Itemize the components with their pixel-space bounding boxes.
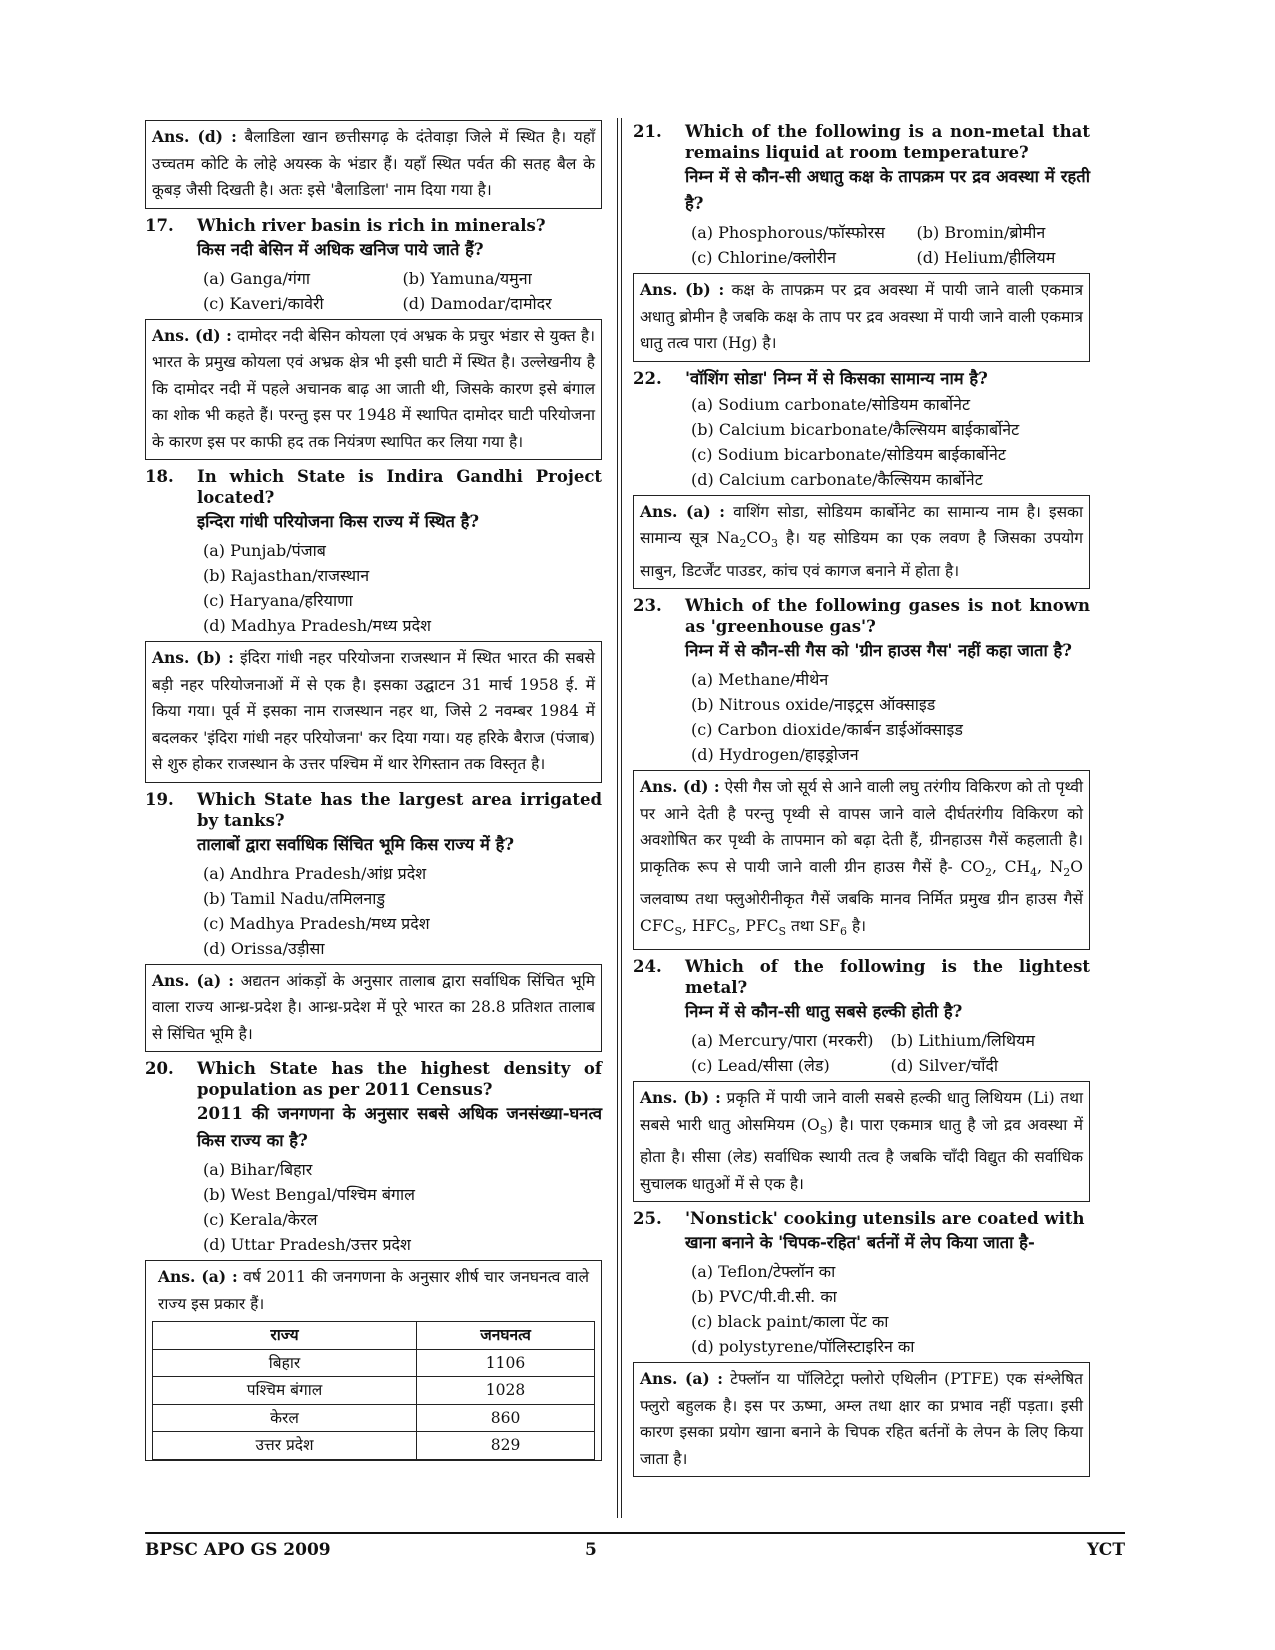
density-table (152, 1321, 595, 1460)
option-b: (b) Rajasthan/राजस्थान (203, 566, 370, 585)
question-22 (633, 368, 1090, 389)
footer-publisher: YCT (1086, 1540, 1125, 1560)
table-cell: 1106 (417, 1349, 595, 1377)
options-17 (203, 266, 602, 316)
option-a: (a) Andhra Pradesh/आंध्र प्रदेश (203, 863, 427, 883)
answer-text: इंदिरा गांधी नहर परियोजना राजस्थान में स्थित भारत की सबसे बड़ी नहर परियोजनाओं में से एक है। इसका उद्घाटन 31 मार्च 1958 ई. में किया गया। पूर्व में इसका नाम राजस्थान नहर था, जिसे 2 नवम्बर 1984 में बदलकर 'इंदिरा गांधी नहर परियोजना' कर दिया गया। यह हरिके बैराज (पंजाब) से शुरु होकर राजस्थान के उत्तर पश्चिम में थार रेगिस्तान तक विस्तृत है। (152, 649, 595, 773)
option-b: (b) PVC/पी.वी.सी. का (691, 1287, 837, 1307)
answer-box-16 (145, 120, 602, 209)
question-number: 17. (145, 215, 174, 235)
question-number: 21. (633, 122, 662, 141)
question-17 (145, 215, 602, 263)
question-text-en: In which State is Indira Gandhi Project located? (197, 467, 602, 507)
column-divider (621, 118, 622, 1518)
answer-text: वर्ष 2011 की जनगणना के अनुसार शीर्ष चार जनघनत्व वाले राज्य इस प्रकार हैं। (158, 1268, 589, 1313)
footer-rule (145, 1532, 1125, 1534)
question-text-en: Which river basin is rich in minerals? (197, 215, 546, 235)
answer-label: Ans. (a) : (640, 1369, 724, 1389)
page-number: 5 (585, 1540, 597, 1560)
answer-label: Ans. (a) : (158, 1267, 238, 1286)
answer-label: Ans. (b) : (152, 648, 234, 667)
option-a: (a) Ganga/गंगा (203, 268, 311, 288)
question-21 (633, 121, 1090, 217)
question-18 (145, 466, 602, 535)
option-d: (d) Calcium carbonate/कैल्सियम कार्बोनेट (691, 469, 983, 489)
question-number: 23. (633, 596, 662, 616)
option-a: (a) Sodium carbonate/सोडियम कार्बोनेट (691, 394, 971, 414)
question-20 (145, 1058, 602, 1154)
question-number: 20. (145, 1059, 174, 1078)
question-text-en: Which of the following is the lightest metal? (685, 957, 1090, 998)
question-text-hi: खाना बनाने के 'चिपक-रहित' बर्तनों में लेप किया जाता है- (685, 1233, 1035, 1253)
option-a: (a) Bihar/बिहार (203, 1160, 313, 1179)
question-text-hi: निम्न में से कौन-सी गैस को 'ग्रीन हाउस गैस' नहीं कहा जाता है? (685, 641, 1072, 661)
option-b: (b) West Bengal/पश्चिम बंगाल (203, 1185, 415, 1204)
option-b: (b) Bromin/ब्रोमीन (916, 223, 1046, 242)
table-cell: केरल (153, 1404, 417, 1432)
answer-label: Ans. (a) : (640, 501, 725, 521)
answer-box-18 (145, 641, 602, 783)
answer-text: प्रकृति में पायी जाने वाली सबसे हल्की धातु लिथियम (Li) तथा सबसे भारी धातु ओसमियम $(O_S)$ है। पारा एकमात्र धातु है जो द्रव अवस्था में होता है। सीसा (लेड) सर्वाधिक स्थायी तत्व है जबकि चाँदी विद्युत की सर्वाधिक सुचालक धातुओं में से एक है। (640, 1089, 1084, 1193)
answer-label: Ans. (d) : (152, 325, 232, 345)
option-d: (d) Silver/चाँदी (890, 1056, 998, 1076)
table-cell: पश्चिम बंगाल (153, 1377, 417, 1405)
answer-text: वाशिंग सोडा, सोडियम कार्बोनेट का सामान्य नाम है। इसका सामान्य सूत्र $Na_2CO_3$ है। यह सोडियम का एक लवण है जिसका उपयोग साबुन, डिटर्जेंट पाउडर, कांच एवं कागज बनाने में होता है। (640, 502, 1083, 580)
answer-text: बैलाडिला खान छत्तीसगढ़ के दंतेवाड़ा जिले में स्थित है। यहाँ उच्चतम कोटि के लोहे अयस्क के भंडार हैं। यहाँ स्थित पर्वत की सतह बैल के कूबड़ जैसी दिखती है। अतः इसे 'बैलाडिला' नाम दिया गया है। (152, 128, 595, 199)
answer-label: Ans. (b) : (640, 280, 725, 299)
answer-box-19 (145, 964, 602, 1053)
answer-box-23 (633, 770, 1090, 950)
option-a: (a) Mercury/पारा (मरकरी) (691, 1031, 874, 1051)
question-text-hi: निम्न में से कौन-सी धातु सबसे हल्की होती है? (685, 1002, 963, 1022)
question-24 (633, 956, 1090, 1025)
question-text-hi: इन्दिरा गांधी परियोजना किस राज्य में स्थित है? (197, 512, 480, 531)
option-c: (c) Chlorine/क्लोरीन (691, 248, 837, 267)
options-19 (203, 861, 602, 961)
option-c: (c) Kaveri/कावेरी (203, 293, 324, 313)
option-c: (c) black paint/काला पेंट का (691, 1312, 889, 1332)
option-a: (a) Teflon/टेफ्लॉन का (691, 1262, 836, 1282)
answer-box-25 (633, 1362, 1090, 1477)
table-cell: 1028 (417, 1377, 595, 1405)
table-cell: उत्तर प्रदेश (153, 1432, 417, 1460)
question-25 (633, 1208, 1090, 1256)
option-d: (d) Madhya Pradesh/मध्य प्रदेश (203, 616, 431, 635)
question-23 (633, 595, 1090, 664)
question-text-hi: निम्न में से कौन-सी अधातु कक्ष के तापक्रम पर द्रव अवस्था में रहती है? (685, 167, 1090, 213)
question-page (145, 118, 1125, 1530)
question-number: 24. (633, 957, 662, 977)
answer-text: अद्यतन आंकड़ों के अनुसार तालाब द्वारा सर्वाधिक सिंचित भूमि वाला राज्य आन्ध्र-प्रदेश है। आन्ध्र-प्रदेश में पूरे भारत का 28.8 प्रतिशत तालाब से सिंचित भूमि है। (152, 971, 595, 1043)
option-a: (a) Methane/मीथेन (691, 670, 829, 690)
answer-box-17 (145, 319, 602, 461)
answer-text: दामोदर नदी बेसिन कोयला एवं अभ्रक के प्रचुर भंडार से युक्त है। भारत के प्रमुख कोयला एवं अभ्रक क्षेत्र भी इसी घाटी में स्थित है। उल्लेखनीय है कि दामोदर नदी में पहले अचानक बाढ़ आ जाती थी, जिसके कारण इसे बंगाल का शोक भी कहते हैं। परन्तु इस पर 1948 में स्थापित दामोदर घाटी परियोजना के कारण इस पर काफी हद तक नियंत्रण स्थापित कर लिया गया है। (152, 326, 595, 451)
question-text-en: 'Nonstick' cooking utensils are coated with (685, 1209, 1085, 1229)
left-column (145, 118, 602, 1467)
question-text-hi: 2011 की जनगणना के अनुसार सबसे अधिक जनसंख्या-घनत्व किस राज्य का है? (197, 1104, 602, 1150)
options-18 (203, 538, 602, 638)
answer-box-21 (633, 273, 1090, 362)
option-c: (c) Haryana/हरियाणा (203, 591, 353, 610)
question-text-hi: तालाबों द्वारा सर्वाधिक सिंचित भूमि किस राज्य में है? (197, 834, 515, 854)
options-25 (691, 1259, 1090, 1359)
options-24 (691, 1028, 1090, 1078)
table-header-row (153, 1322, 595, 1350)
answer-label: Ans. (a) : (152, 970, 234, 990)
table-cell: 860 (417, 1404, 595, 1432)
answer-text: कक्ष के तापक्रम पर द्रव अवस्था में पायी जाने वाली एकमात्र अधातु ब्रोमीन है जबकि कक्ष के ताप पर द्रव अवस्था में पायी जाने वाली एकमात्र धातु तत्व पारा (Hg) है। (640, 281, 1084, 352)
option-d: (d) Helium/हीलियम (916, 248, 1056, 267)
answer-text: टेफ्लॉन या पॉलिटेट्रा फ्लोरो एथिलीन (PTFE) एक संश्लेषित फ्लुरो बहुलक है। इस पर ऊष्मा, अम्ल तथा क्षार का प्रभाव नहीं पड़ता। इसी कारण इसका प्रयोग खाना बनाने के चिपक रहित बर्तनों के लेपन के लिए किया जाता है। (640, 1370, 1083, 1468)
question-text-en: Which of the following gases is not known as 'greenhouse gas'? (685, 596, 1090, 637)
answer-box-24 (633, 1081, 1090, 1202)
option-b: (b) Tamil Nadu/तमिलनाडु (203, 888, 386, 908)
option-b: (b) Calcium bicarbonate/कैल्सियम बाईकार्बोनेट (691, 419, 1020, 439)
answer-label: Ans. (d) : (152, 127, 237, 146)
question-text: 'वॉशिंग सोडा' निम्न में से किसका सामान्य नाम है? (685, 368, 988, 388)
option-d: (d) polystyrene/पॉलिस्टाइरिन का (691, 1337, 915, 1357)
answer-label: Ans. (b) : (640, 1088, 721, 1108)
question-number: 25. (633, 1209, 662, 1229)
table-row (153, 1377, 595, 1405)
options-20 (203, 1157, 602, 1257)
table-header: जनघनत्व (417, 1322, 595, 1350)
question-number: 22. (633, 368, 662, 388)
question-text-hi: किस नदी बेसिन में अधिक खनिज पाये जाते हैं? (197, 239, 484, 259)
options-23 (691, 667, 1090, 767)
options-21 (691, 220, 1090, 270)
answer-label: Ans. (d) : (640, 777, 720, 797)
column-divider (617, 118, 618, 1518)
option-a: (a) Punjab/पंजाब (203, 541, 326, 560)
options-22 (691, 392, 1090, 492)
option-c: (c) Lead/सीसा (लेड) (691, 1056, 830, 1076)
table-header: राज्य (153, 1322, 417, 1350)
option-a: (a) Phosphorous/फॉस्फोरस (691, 223, 885, 242)
option-d: (d) Damodar/दामोदर (402, 293, 552, 313)
right-column (633, 118, 1090, 1483)
table-row (153, 1349, 595, 1377)
option-d: (d) Hydrogen/हाइड्रोजन (691, 745, 859, 765)
answer-box-20 (145, 1260, 602, 1461)
option-c: (c) Sodium bicarbonate/सोडियम बाईकार्बोनेट (691, 444, 1006, 464)
answer-text: ऐसी गैस जो सूर्य से आने वाली लघु तरंगीय विकिरण को तो पृथ्वी पर आने देती है परन्तु पृथ्वी से वापस जाने वाले दीर्घतरंगीय विकिरण को अवशोषित कर पृथ्वी के तापमान को बढ़ा देती हैं, ग्रीनहाउस गैसें कहलाती है। प्राकृतिक रूप से पायी जाने वाली ग्रीन हाउस गैसें है- $CO_2$, $CH_4$, $N_2O$ जलवाष्प तथा फ्लुओरीनीकृत गैसें जबकि मानव निर्मित प्रमुख ग्रीन हाउस गैसें $CFC_S$, $HFC_S$, $PFC_S$ तथा $SF_6$ है। (640, 778, 1083, 938)
answer-box-22 (633, 495, 1090, 590)
option-c: (c) Madhya Pradesh/मध्य प्रदेश (203, 913, 430, 933)
question-19 (145, 789, 602, 858)
question-text-en: Which of the following is a non-metal that remains liquid at room temperature? (685, 122, 1090, 162)
question-number: 19. (145, 789, 174, 809)
footer-exam-name: BPSC APO GS 2009 (145, 1540, 331, 1560)
table-row (153, 1432, 595, 1460)
table-cell: बिहार (153, 1349, 417, 1377)
option-d: (d) Orissa/उड़ीसा (203, 938, 325, 958)
question-text-en: Which State has the largest area irrigated by tanks? (197, 789, 602, 830)
option-b: (b) Yamuna/यमुना (402, 268, 532, 288)
option-b: (b) Nitrous oxide/नाइट्रस ऑक्साइड (691, 695, 936, 715)
option-c: (c) Carbon dioxide/कार्बन डाईऑक्साइड (691, 720, 963, 740)
table-cell: 829 (417, 1432, 595, 1460)
option-c: (c) Kerala/केरल (203, 1210, 318, 1229)
option-d: (d) Uttar Pradesh/उत्तर प्रदेश (203, 1235, 411, 1254)
option-b: (b) Lithium/लिथियम (890, 1031, 1035, 1051)
question-number: 18. (145, 467, 174, 486)
question-text-en: Which State has the highest density of population as per 2011 Census? (197, 1059, 602, 1099)
table-row (153, 1404, 595, 1432)
